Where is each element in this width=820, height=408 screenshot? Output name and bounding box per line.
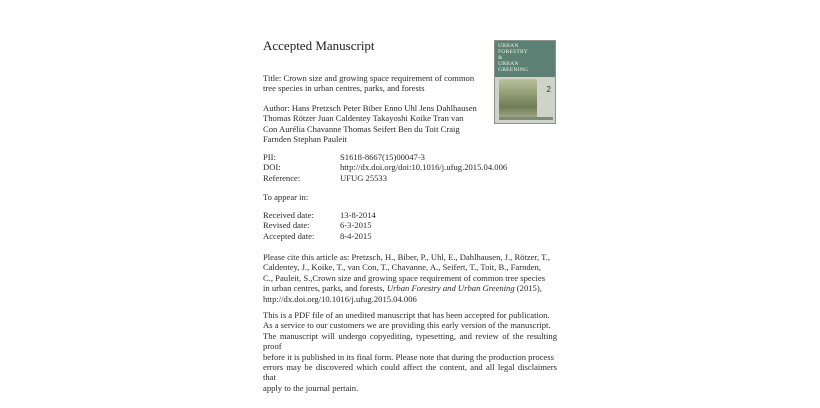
author-list	[263, 103, 488, 145]
reference-label: Reference:	[263, 172, 301, 183]
journal-name: Urban Forestry and Urban Greening	[386, 283, 515, 294]
identifier-table	[263, 152, 507, 183]
citation-line: in urban centres, parks, and forests,	[263, 283, 385, 294]
notice-line: apply to the journal pertain.	[263, 382, 359, 393]
accepted-row	[263, 231, 376, 241]
accepted-label: Accepted date:	[263, 230, 315, 241]
dates-table	[263, 210, 376, 241]
cover-brand-line: GREENING	[498, 67, 529, 73]
reference-value: UFUG 25533	[340, 172, 388, 183]
author-line: Author: Hans Pretzsch Peter Biber Enno Uhl Jens Dahlhausen	[263, 103, 477, 113]
received-label: Received date:	[263, 210, 314, 220]
received-row	[263, 210, 376, 220]
title-line: tree species in urban centres, parks, and forests	[263, 83, 425, 94]
citation-doi-link[interactable]: http://dx.doi.org/10.1016/j.ufug.2015.04.006	[263, 293, 417, 304]
cover-photo	[499, 79, 537, 119]
revised-row	[263, 220, 376, 230]
manuscript-heading: Accepted Manuscript	[263, 38, 375, 53]
to-appear-label: To appear in:	[263, 192, 309, 202]
notice-line: This is a PDF file of an unedited manuscript that has been accepted for publication.	[263, 310, 550, 320]
citation-line-with-journal	[263, 283, 557, 293]
manuscript-notice	[263, 310, 557, 393]
citation-line: C., Pauleit, S.,Crown size and growing space requirement of common tree species	[263, 272, 546, 283]
author-line: Con Aurélia Chavanne Thomas Seifert Ben du Toit Craig	[263, 123, 460, 134]
cover-brand-line: URBAN	[498, 61, 519, 67]
cover-issue-number: 2	[546, 85, 551, 94]
author-line: Thomas Rötzer Juan Caldentey Takayoshi Koike Tran van	[263, 113, 464, 124]
citation-year: (2015),	[514, 283, 542, 294]
citation-line: Caldentey, J., Koike, T., van Con, T., Chavanne, A., Seifert, T., Toit, B., Farnden,	[263, 262, 541, 273]
received-value: 13-8-2014	[340, 210, 376, 220]
cover-brand	[498, 43, 554, 73]
article-title	[263, 73, 483, 94]
cover-footer-bar	[499, 117, 553, 120]
pii-row	[263, 152, 507, 162]
cover-brand-line: FORESTRY	[498, 49, 528, 55]
notice-line: As a service to our customers we are providing this early version of the manuscript.	[263, 320, 551, 331]
cover-brand-line: &	[498, 55, 503, 61]
citation-line: Please cite this article as: Pretzsch, H., Biber, P., Uhl, E., Dahlhausen, J., Rötzer, T.,	[263, 252, 551, 262]
notice-line: The manuscript will undergo copyediting, typesetting, and review of the resulting proof	[263, 330, 557, 352]
pii-label: PII:	[263, 152, 276, 162]
pii-value: S1618-8667(15)00047-3	[340, 152, 425, 162]
accepted-value: 8-4-2015	[340, 230, 372, 241]
doi-row	[263, 162, 507, 172]
revised-value: 6-3-2015	[340, 220, 372, 231]
doi-label: DOI:	[263, 162, 281, 173]
citation-paragraph	[263, 252, 557, 304]
notice-line: before it is published in its final form. Please note that during the production process	[263, 351, 554, 362]
title-line: Title: Crown size and growing space requirement of common	[263, 73, 475, 83]
notice-line: errors may be discovered which could affect the content, and all legal disclaimers that	[263, 362, 557, 383]
doi-link[interactable]: http://dx.doi.org/doi:10.1016/j.ufug.2015.04.006	[340, 162, 508, 173]
cover-brand-line: URBAN	[498, 43, 519, 49]
reference-row	[263, 173, 507, 183]
author-line: Farnden Stephan Pauleit	[263, 134, 348, 145]
journal-cover-image	[494, 40, 556, 124]
revised-label: Revised date:	[263, 220, 310, 231]
